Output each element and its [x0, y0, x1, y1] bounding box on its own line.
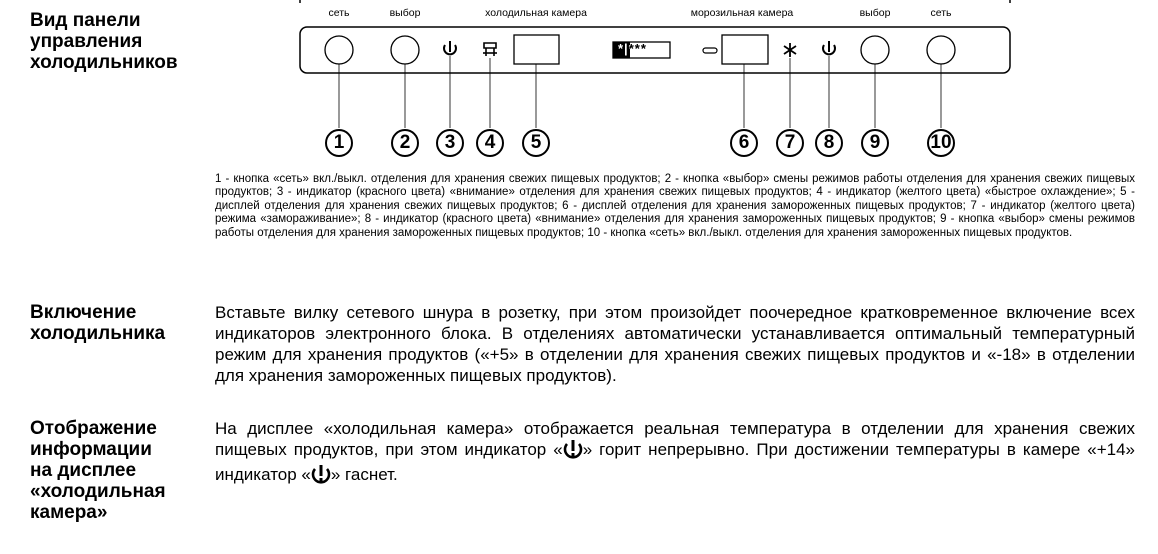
- fridge-display: [514, 35, 559, 64]
- freezer-stars-label: *|***: [618, 41, 647, 56]
- control-panel-diagram: [0, 0, 1158, 160]
- control-panel-drawing: [0, 0, 1158, 160]
- freezer-display: [722, 35, 768, 64]
- power-indicator-icon: [823, 41, 835, 54]
- callout-number-9: 9: [861, 129, 889, 157]
- callout-number-1: 1: [325, 129, 353, 157]
- fast-cool-indicator-icon: [483, 43, 497, 56]
- power-indicator-icon: [444, 41, 456, 54]
- select-button-left: [391, 36, 419, 64]
- label-fridge: холодильная камера: [485, 7, 587, 19]
- panel-frame-top: [300, 0, 1010, 3]
- display-info-text: На дисплее «холодильная камера» отображается реальная температура в отделении для хранения свежих пищевых продуктов, при этом индикатор « » горит непрерывно. При достижении температуры в камере «+14» индикатор « » гаснет.: [215, 418, 1135, 489]
- snowflake-indicator-icon: [784, 43, 796, 57]
- freezer-minus-indicator: [703, 48, 717, 53]
- alert-exclamation-icon: [311, 464, 331, 489]
- switch-on-text: Вставьте вилку сетевого шнура в розетку, при этом произойдет поочередное кратковременное включение всех индикаторов электронного блока. В отделениях автоматически устанавливается оптимальный температурный режим для хранения продуктов («+5» в отделении для хранения свежих пищевых продуктов и «-18» в отделении для хранения замороженных пищевых продуктов).: [215, 303, 1135, 385]
- label-select-left: выбор: [389, 7, 421, 19]
- callout-number-7: 7: [776, 129, 804, 157]
- panel-legend: 1 - кнопка «сеть» вкл./выкл. отделения для хранения свежих пищевых продуктов; 2 - кнопка «выбор» смены режимов работы отделения для хранения свежих пищевых продуктов; 3 - индикатор (красного цвета) «внимание» отделения для хранения свежих пищевых продуктов; 4 - индикатор (желтого цвета) «быстрое охлаждение»; 5 - дисплей отделения для хранения свежих пищевых продуктов; 6 - дисплей отделения для хранения замороженных пищевых продуктов; 7 - индикатор (желтого цвета) режима «замораживание»; 8 - индикатор (красного цвета) «внимание» отделения для хранения замороженных пищевых продуктов; 9 - кнопка «выбор» смены режимов работы отделения для хранения замороженных пищевых продуктов; 10 - кнопка «сеть» вкл./выкл. отделения для хранения замороженных пищевых продуктов.: [215, 173, 1135, 239]
- section-title-panel-view: Вид панели управления холодильников: [30, 10, 178, 73]
- label-net-right: сеть: [930, 7, 952, 19]
- leader-lines: [339, 56, 941, 128]
- label-freezer: морозильная камера: [690, 7, 794, 19]
- alert-exclamation-icon: [563, 439, 583, 464]
- callout-number-8: 8: [815, 129, 843, 157]
- callout-number-4: 4: [476, 129, 504, 157]
- select-button-right: [861, 36, 889, 64]
- callout-number-2: 2: [391, 129, 419, 157]
- callout-number-10: 10: [927, 129, 955, 157]
- label-select-right: выбор: [859, 7, 891, 19]
- section-title-display-info: Отображение информации на дисплее «холодильная камера»: [30, 418, 166, 523]
- section-title-switch-on: Включение холодильника: [30, 302, 166, 344]
- callout-number-5: 5: [522, 129, 550, 157]
- net-button-right: [927, 36, 955, 64]
- net-button-left: [325, 36, 353, 64]
- callout-number-3: 3: [436, 129, 464, 157]
- label-net-left: сеть: [328, 7, 350, 19]
- callout-number-6: 6: [730, 129, 758, 157]
